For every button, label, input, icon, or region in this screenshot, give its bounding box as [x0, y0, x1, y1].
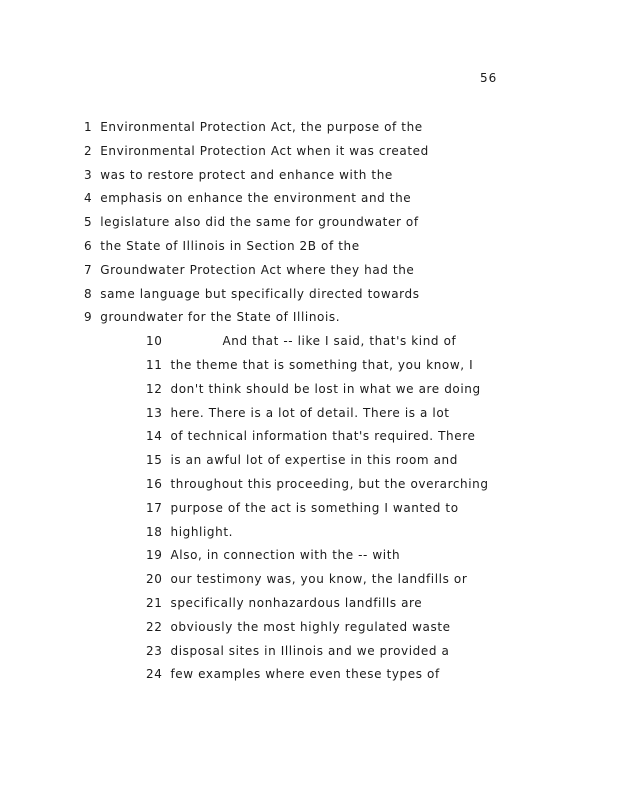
line-number: 5	[84, 215, 93, 229]
line-text: groundwater for the State of Illinois.	[100, 310, 341, 324]
line-text: highlight.	[170, 525, 234, 539]
line-number: 20	[146, 572, 163, 586]
transcript-line	[84, 168, 393, 182]
line-number: 9	[84, 310, 93, 324]
transcript-line	[146, 525, 233, 539]
line-number: 17	[146, 501, 163, 515]
line-text: emphasis on enhance the environment and the	[100, 191, 412, 205]
transcript-line	[84, 239, 360, 253]
transcript-line	[146, 644, 449, 658]
line-number: 21	[146, 596, 163, 610]
line-text: few examples where even these types of	[170, 667, 440, 681]
line-number: 13	[146, 406, 163, 420]
line-number: 6	[84, 239, 93, 253]
transcript-line	[146, 596, 422, 610]
transcript-line	[146, 406, 450, 420]
line-number: 22	[146, 620, 163, 634]
line-number: 8	[84, 287, 93, 301]
line-number: 23	[146, 644, 163, 658]
line-text: was to restore protect and enhance with the	[100, 168, 393, 182]
line-number: 3	[84, 168, 93, 182]
line-text: Groundwater Protection Act where they had the	[100, 263, 415, 277]
transcript-line	[146, 572, 467, 586]
line-text: Also, in connection with the -- with	[170, 548, 401, 562]
line-number: 12	[146, 382, 163, 396]
line-number: 10	[146, 334, 163, 348]
transcript-line	[84, 144, 429, 158]
line-number: 18	[146, 525, 163, 539]
line-text: obviously the most highly regulated waste	[170, 620, 451, 634]
line-text: is an awful lot of expertise in this room and	[170, 453, 458, 467]
line-number: 14	[146, 429, 163, 443]
line-text: And that -- like I said, that's kind of	[222, 334, 457, 348]
transcript-line	[84, 287, 420, 301]
transcript-line	[84, 191, 411, 205]
transcript-line	[84, 310, 340, 324]
transcript-line	[146, 477, 489, 491]
line-number: 2	[84, 144, 93, 158]
line-number: 1	[84, 120, 93, 134]
line-text: legislature also did the same for groundwater of	[100, 215, 419, 229]
line-text: of technical information that's required. There	[170, 429, 476, 443]
line-text: here. There is a lot of detail. There is a lot	[170, 406, 450, 420]
line-text: specifically nonhazardous landfills are	[170, 596, 423, 610]
line-number: 16	[146, 477, 163, 491]
transcript-line	[146, 358, 473, 372]
line-text: our testimony was, you know, the landfills or	[170, 572, 468, 586]
line-text: don't think should be lost in what we are doing	[170, 382, 481, 396]
line-text: the theme that is something that, you know, I	[170, 358, 474, 372]
line-number: 11	[146, 358, 163, 372]
page-number: 56	[480, 71, 498, 85]
line-text: disposal sites in Illinois and we provided a	[170, 644, 450, 658]
line-text: Environmental Protection Act, the purpose of the	[100, 120, 423, 134]
transcript-line	[84, 120, 423, 134]
transcript-line	[84, 263, 414, 277]
transcript-line	[146, 453, 458, 467]
line-text: Environmental Protection Act when it was created	[100, 144, 429, 158]
line-number: 7	[84, 263, 93, 277]
line-number: 15	[146, 453, 163, 467]
transcript-line	[146, 667, 440, 681]
transcript-line	[146, 429, 475, 443]
transcript-line	[146, 334, 456, 348]
transcript-line	[146, 620, 451, 634]
line-text: purpose of the act is something I wanted to	[170, 501, 459, 515]
transcript-line	[146, 548, 400, 562]
line-number: 4	[84, 191, 93, 205]
line-text: same language but specifically directed towards	[100, 287, 420, 301]
transcript-line	[146, 382, 481, 396]
transcript-line	[84, 215, 419, 229]
transcript-line	[146, 501, 459, 515]
line-text: throughout this proceeding, but the overarching	[170, 477, 489, 491]
line-number: 24	[146, 667, 163, 681]
line-number: 19	[146, 548, 163, 562]
line-text: the State of Illinois in Section 2B of the	[100, 239, 360, 253]
